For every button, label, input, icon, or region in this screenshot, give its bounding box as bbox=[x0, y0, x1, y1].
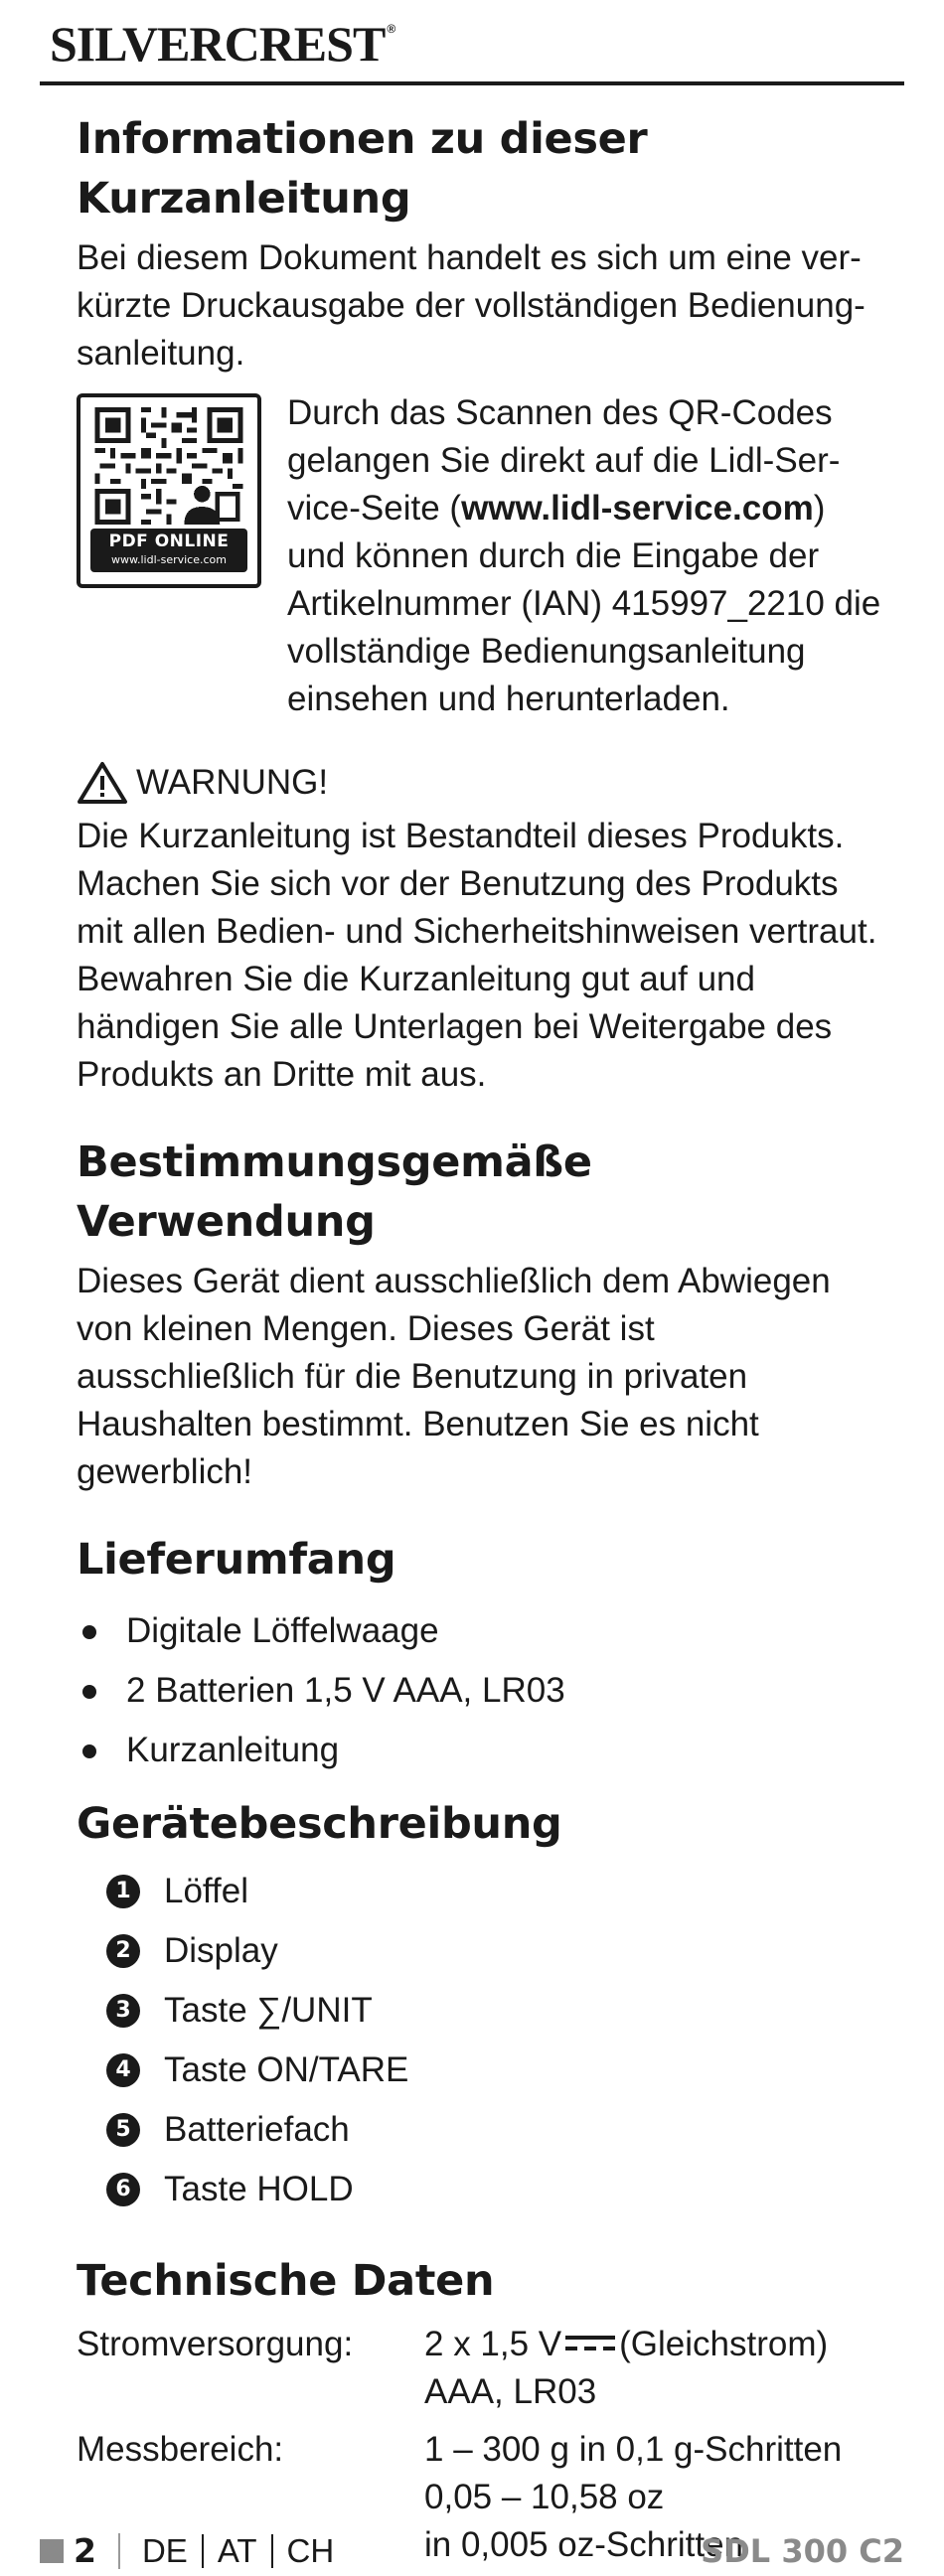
device-section bbox=[77, 1794, 881, 2219]
delivery-item: Digitale Löffelwaage bbox=[77, 1601, 881, 1661]
range-ounces: 0,05 – 10,58 oz bbox=[424, 2478, 665, 2516]
delivery-section bbox=[77, 1530, 881, 1780]
part-number-badge: 1 bbox=[106, 1875, 140, 1908]
model-number: SDL 300 C2 bbox=[701, 2532, 904, 2570]
intended-use-text: Dieses Gerät dient ausschließlich dem Abwiegen von kleinen Mengen. Dieses Gerät ist ausschließlich für die Benutzung in privaten Haushalten bestimmt. Benutzen Sie es nicht gewerblich! bbox=[77, 1262, 831, 1491]
part-number-badge: 4 bbox=[106, 2053, 140, 2087]
part-item bbox=[106, 2100, 881, 2160]
footer-square-icon bbox=[40, 2539, 64, 2563]
power-value bbox=[424, 2321, 881, 2416]
part-label: Batteriefach bbox=[164, 2110, 350, 2149]
info-title-line2: Kurzanleitung bbox=[77, 174, 411, 224]
part-item bbox=[106, 1862, 881, 1921]
pdf-online-url: www.lidl-service.com bbox=[111, 553, 227, 566]
language-codes bbox=[142, 2532, 334, 2570]
brand-logo bbox=[50, 14, 394, 74]
part-item bbox=[106, 1981, 881, 2041]
delivery-title: Lieferumfang bbox=[77, 1535, 396, 1585]
part-label: Löffel bbox=[164, 1872, 248, 1910]
info-intro: Bei diesem Dokument handelt es sich um eine verkürzte Druckausgabe der vollständigen Bedienungsanleitung. bbox=[77, 238, 865, 373]
lang-code: CH bbox=[286, 2532, 335, 2569]
range-grams: 1 – 300 g in 0,1 g-Schritten bbox=[424, 2430, 843, 2469]
qr-text-before: Durch das Scannen des QR-Codes gelangen Sie direkt auf die Lidl-Service-Seite ( bbox=[287, 393, 841, 528]
power-label: Stromversorgung: bbox=[77, 2325, 354, 2363]
brand-name: SILVERCREST bbox=[50, 16, 386, 72]
page-footer bbox=[40, 2531, 904, 2571]
qr-code-icon bbox=[90, 407, 247, 525]
part-item bbox=[106, 2160, 881, 2219]
part-item bbox=[106, 2041, 881, 2100]
info-title-line1: Informationen zu dieser bbox=[77, 114, 648, 164]
power-type: (Gleichstrom) bbox=[619, 2325, 829, 2363]
direct-current-icon bbox=[565, 2333, 615, 2354]
part-number-badge: 6 bbox=[106, 2173, 140, 2206]
lang-code: AT bbox=[217, 2532, 257, 2569]
tech-row-power bbox=[77, 2321, 881, 2416]
intended-use-title: Bestimmungsgemäße Verwendung bbox=[77, 1137, 592, 1247]
qr-block bbox=[77, 389, 881, 723]
page-number: 2 bbox=[74, 2531, 96, 2570]
qr-text-after: ) und können durch die Eingabe der Artikelnummer (IAN) 415997_2210 die vollständige Bedienungsanleitung einsehen und herunterladen. bbox=[287, 489, 881, 718]
lang-separator bbox=[271, 2534, 273, 2568]
delivery-item: Kurzanleitung bbox=[77, 1721, 881, 1780]
warning-triangle-icon bbox=[77, 761, 128, 805]
registered-mark: ® bbox=[387, 22, 395, 36]
lang-code: DE bbox=[141, 2532, 188, 2569]
part-label: Taste HOLD bbox=[164, 2170, 354, 2208]
warning-title: WARNUNG! bbox=[136, 763, 329, 802]
part-label: Display bbox=[164, 1931, 278, 1970]
power-battery-type: AAA, LR03 bbox=[424, 2372, 597, 2411]
delivery-list bbox=[77, 1601, 881, 1780]
part-label: Taste ∑/UNIT bbox=[164, 1991, 373, 2030]
lang-separator bbox=[202, 2534, 204, 2568]
warning-text: Die Kurzanleitung ist Bestandteil dieses Produkts. Machen Sie sich vor der Benutzung des Produkts mit allen Bedien- und Sicherheitshinweisen vertraut. Bewahren Sie die Kurzanleitung gut auf und händigen Sie alle Unterlagen bei Weitergabe des Produkts an Dritte mit aus. bbox=[77, 817, 877, 1094]
range-label: Messbereich: bbox=[77, 2430, 284, 2469]
info-title bbox=[77, 109, 881, 228]
warning-heading bbox=[77, 759, 881, 807]
qr-description bbox=[287, 389, 881, 723]
info-section bbox=[77, 109, 881, 1099]
range-ounces-steps: in 0,005 oz-Schritten bbox=[424, 2525, 744, 2564]
footer-divider bbox=[118, 2533, 120, 2569]
part-item bbox=[106, 1921, 881, 1981]
delivery-item: 2 Batterien 1,5 V AAA, LR03 bbox=[77, 1661, 881, 1721]
page-content bbox=[77, 109, 881, 2576]
part-number-badge: 5 bbox=[106, 2113, 140, 2147]
device-title: Gerätebeschreibung bbox=[77, 1799, 562, 1849]
lidl-service-link[interactable]: www.lidl-service.com bbox=[461, 489, 814, 528]
pdf-online-label bbox=[90, 529, 247, 572]
power-voltage: 2 x 1,5 V bbox=[424, 2325, 562, 2363]
pdf-online-text: PDF ONLINE bbox=[108, 531, 230, 551]
header-rule bbox=[40, 81, 904, 85]
tech-section bbox=[77, 2251, 881, 2569]
intended-use-section bbox=[77, 1133, 881, 1496]
part-label: Taste ON/TARE bbox=[164, 2050, 409, 2089]
qr-code-box[interactable] bbox=[77, 393, 261, 588]
tech-title: Technische Daten bbox=[77, 2256, 495, 2306]
part-number-badge: 2 bbox=[106, 1934, 140, 1968]
part-number-badge: 3 bbox=[106, 1994, 140, 2028]
parts-list bbox=[77, 1862, 881, 2219]
